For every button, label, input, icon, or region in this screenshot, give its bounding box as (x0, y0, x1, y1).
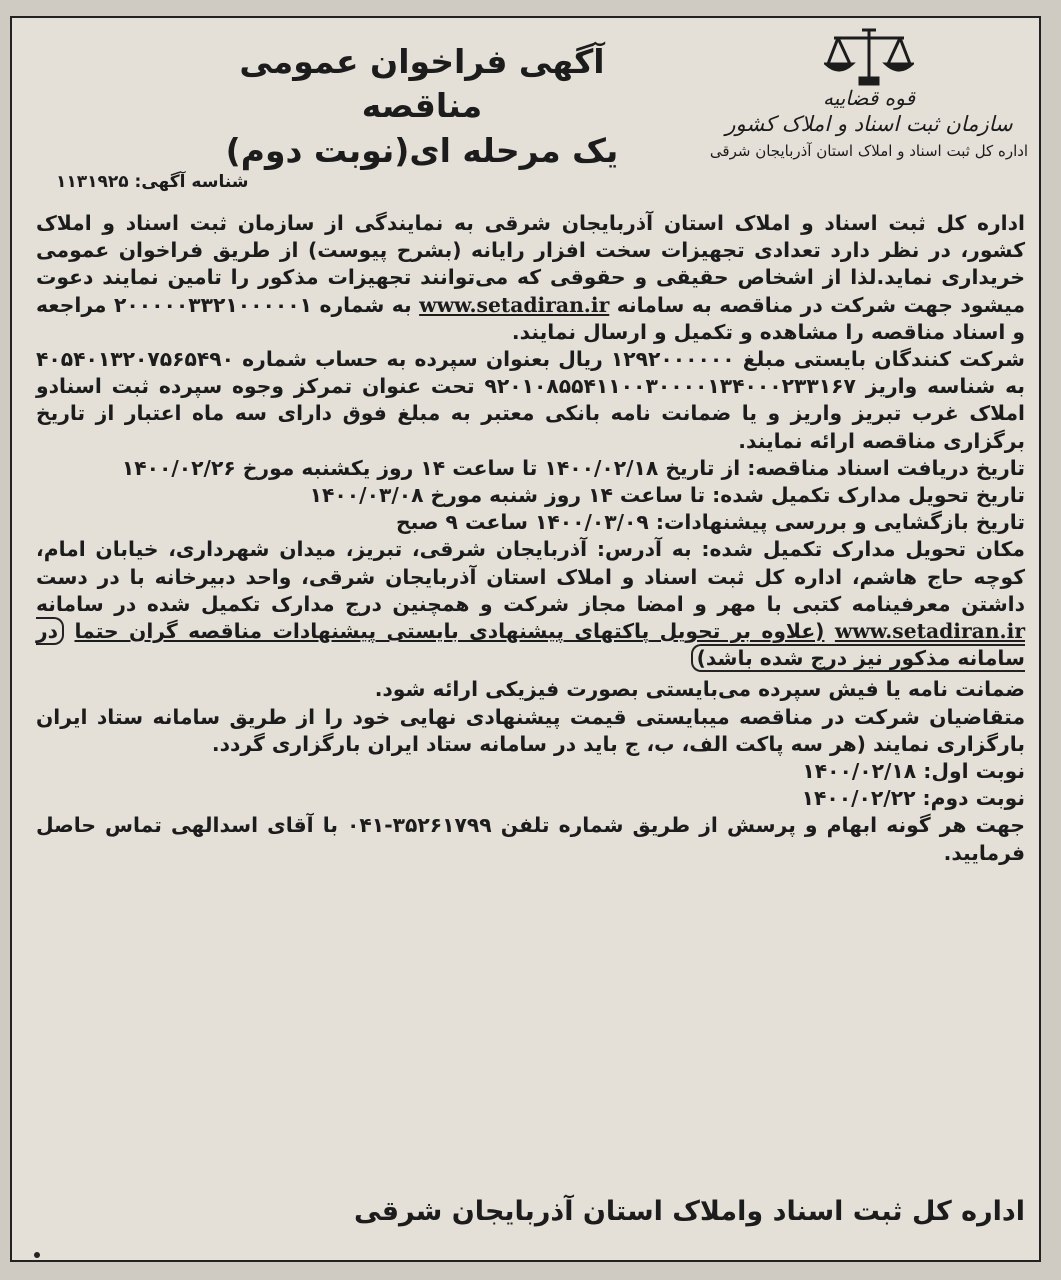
place-note-end: در سامانه مذکور نیز درج شده باشد) (36, 619, 1025, 671)
contact-paragraph: جهت هر گونه ابهام و پرسش از طریق شماره تلفن ۳۵۲۶۱۷۹۹-۰۴۱ با آقای اسدالهی تماس حاصل فرمایید. (36, 813, 1025, 865)
notice-header (12, 18, 1039, 198)
bullet-dot (34, 1252, 40, 1258)
setadiran-link-2[interactable]: www.setadiran.ir (834, 619, 1026, 644)
intro-text: اداره کل ثبت اسناد و املاک استان آذربایجان شرقی به نمایندگی از سازمان ثبت اسناد و املاک کشور، در نظر دارد تعدادی تجهیزات سخت افزار رایانه (بشرح پیوست) از طریق فراخوان عمومی خریداری نماید.لذا از اشخاص حقیقی و حقوقی که می‌توانند تجهیزات مذکور را تامین نمایند دعوت میشود جهت شرکت در مناقصه به سامانه (36, 211, 1026, 317)
signature-line: اداره کل ثبت اسناد واملاک استان آذربایجان شرقی (354, 1196, 1025, 1227)
scales-of-justice-icon (824, 24, 914, 88)
title-line-1: آگهی فراخوان عمومی مناقصه (239, 42, 605, 125)
title-line-2: یک مرحله ای(نوبت دوم) (225, 131, 619, 170)
organization-name: سازمان ثبت اسناد و املاک کشور (725, 112, 1013, 136)
date-open-line: تاریخ بازگشایی و بررسی پیشنهادات: ۱۴۰۰/۰۳/۰۹ ساعت ۹ صبح (395, 510, 1025, 535)
intro-tail: به شماره ۲۰۰۰۰۰۳۳۲۱۰۰۰۰۰۱ مراجعه و اسناد مناقصه را مشاهده و تکمیل و ارسال نمایند. (36, 292, 1025, 344)
notice-title (202, 40, 642, 174)
round-2-line: نوبت دوم: ۱۴۰۰/۰۲/۲۲ (801, 786, 1025, 811)
date-receive-line: تاریخ دریافت اسناد مناقصه: از تاریخ ۱۴۰۰/۰۲/۱۸ تا ساعت ۱۴ روز یکشنبه مورخ ۱۴۰۰/۰۲/۲۶ (121, 455, 1025, 480)
notice-frame (10, 16, 1041, 1262)
round-1-line: نوبت اول: ۱۴۰۰/۰۲/۱۸ (802, 759, 1025, 784)
place-paragraph (36, 536, 1025, 672)
ad-identifier: شناسه آگهی: ۱۱۳۱۹۲۵ (56, 172, 249, 192)
department-name: اداره کل ثبت اسناد و املاک استان آذربایجان شرقی (709, 142, 1029, 160)
date-deliver-line: تاریخ تحویل مدارک تکمیل شده: تا ساعت ۱۴ روز شنبه مورخ ۱۴۰۰/۰۳/۰۸ (309, 483, 1025, 508)
applicants-paragraph: متقاضیان شرکت در مناقصه میبایستی قیمت پیشنهادی نهایی خود را از طریق سامانه ستاد ایران بارگزاری نمایند (هر سه پاکت الف، ب، ج باید در سامانه ستاد ایران بارگزاری گردد. (36, 704, 1025, 756)
notice-body (36, 210, 1025, 867)
judiciary-name: قوه قضاییه (822, 86, 916, 110)
deposit-paragraph: شرکت کنندگان بایستی مبلغ ۱۲۹۲۰۰۰۰۰۰ ریال بعنوان سپرده به حساب شماره ۴۰۵۴۰۱۳۲۰۷۵۶۵۴۹۰ به شناسه واریز ۹۲۰۱۰۸۵۵۴۱۱۰۰۳۰۰۰۰۱۳۴۰۰۰۲۳۳۱۶۷ تحت عنوان تمرکز وجوه سپرده ثبت اسنادو املاک غرب تبریز واریز و یا ضمانت نامه بانکی معتبر به مبلغ فوق دارای سه ماه اعتبار از تاریخ برگزاری مناقصه ارائه نمایند. (36, 347, 1025, 453)
place-note: (علاوه بر تحویل پاکتهای پیشنهادی بایستی پیشنهادات مناقصه گران حتما (74, 619, 825, 644)
judiciary-logo-block (709, 24, 1029, 194)
setadiran-link[interactable]: www.setadiran.ir (419, 292, 610, 317)
intro-paragraph (36, 210, 1025, 346)
place-text: مکان تحویل مدارک تکمیل شده: به آدرس: آذربایجان شرقی، تبریز، میدان شهرداری، خیابان امام، کوچه حاج هاشم، اداره کل ثبت اسناد و املاک استان آذربایجان شرقی، واحد دبیرخانه با در دست داشتن معرفینامه کتبی با مهر و امضا مجاز شرکت و همچنین درج مدارک تکمیل شده در سامانه (36, 537, 1025, 616)
guarantee-line: ضمانت نامه یا فیش سپرده می‌بایستی بصورت فیزیکی ارائه شود. (374, 677, 1025, 702)
